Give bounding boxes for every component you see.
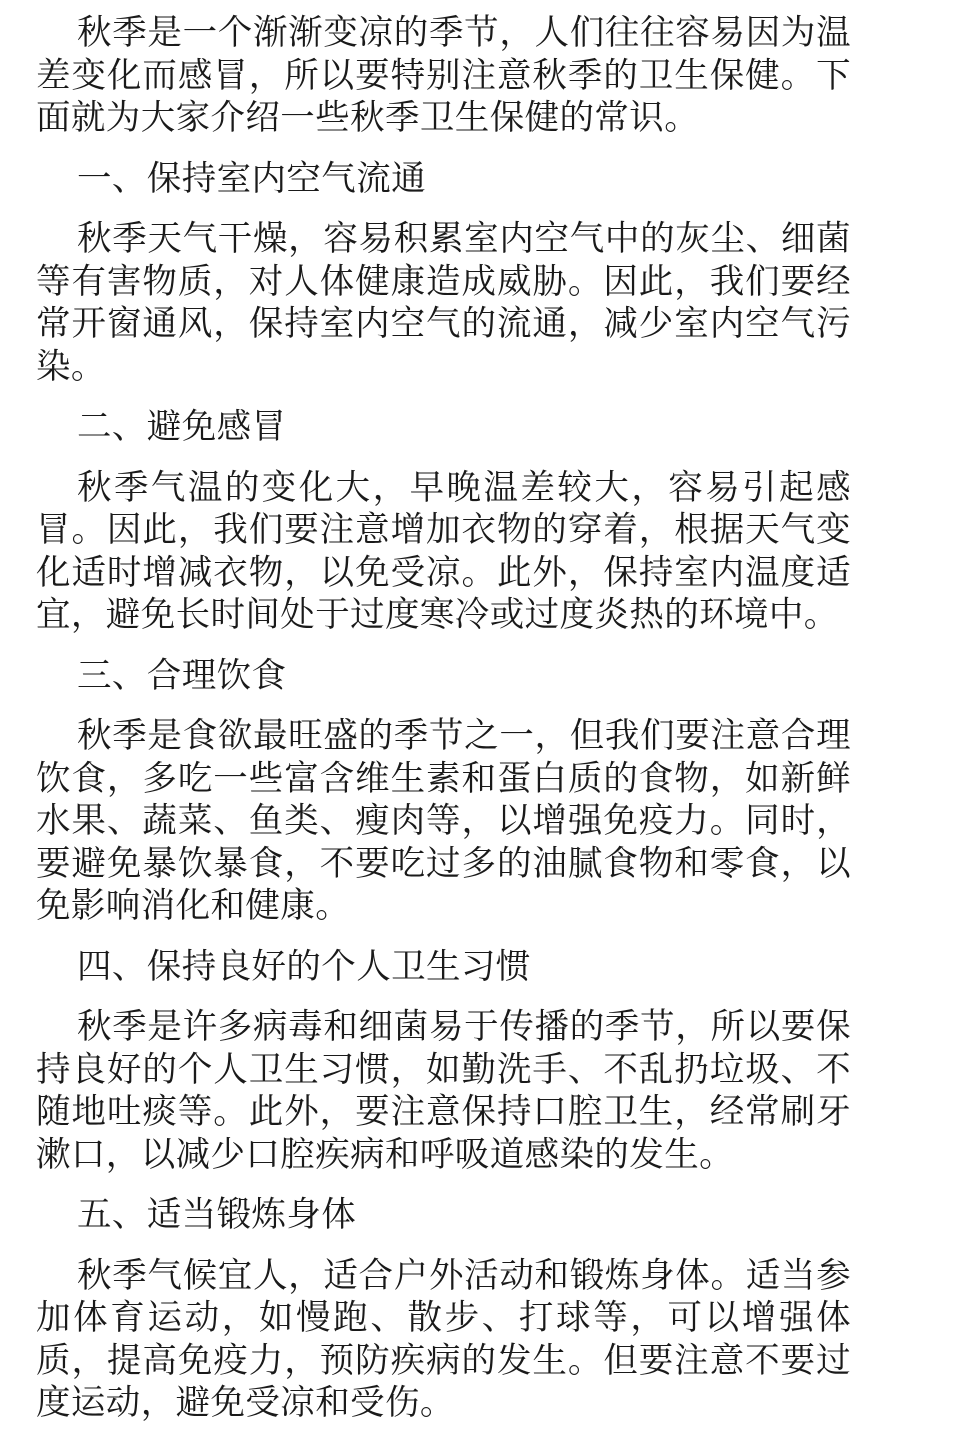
- article: [36, 12, 851, 1443]
- section-body-1: 秋季天气干燥，容易积累室内空气中的灰尘、细菌等有害物质，对人体健康造成威胁。因此，我们要经常开窗通风，保持室内空气的流通，减少室内空气污染。: [36, 219, 851, 387]
- section-heading-5: 五、适当锻炼身体: [77, 1195, 357, 1235]
- section-heading-2: 二、避免感冒: [77, 407, 287, 447]
- section-heading-1: 一、保持室内空气流通: [77, 158, 426, 199]
- section-body-5: 秋季气候宜人，适合户外活动和锻炼身体。适当参加体育运动，如慢跑、散步、打球等，可以增强体质，提高免疫力，预防疾病的发生。但要注意不要过度运动，避免受凉和受伤。: [36, 1255, 851, 1423]
- section-heading-3: 三、合理饮食: [77, 655, 287, 696]
- section-heading-4: 四、保持良好的个人卫生习惯: [77, 946, 531, 987]
- section-body-3: 秋季是食欲最旺盛的季节之一，但我们要注意合理饮食，多吃一些富含维生素和蛋白质的食物，如新鲜水果、蔬菜、鱼类、瘦肉等，以增强免疫力。同时，要避免暴饮暴食，不要吃过多的油腻食物和零食，以免影响消化和健康。: [36, 716, 851, 926]
- section-body-4: 秋季是许多病毒和细菌易于传播的季节，所以要保持良好的个人卫生习惯，如勤洗手、不乱扔垃圾、不随地吐痰等。此外，要注意保持口腔卫生，经常刷牙漱口，以减少口腔疾病和呼吸道感染的发生。: [36, 1007, 851, 1175]
- section-body-2: 秋季气温的变化大，早晚温差较大，容易引起感冒。因此，我们要注意增加衣物的穿着，根据天气变化适时增减衣物，以免受凉。此外，保持室内温度适宜，避免长时间处于过度寒冷或过度炎热的环境中。: [36, 467, 851, 635]
- intro-paragraph: 秋季是一个渐渐变凉的季节，人们往往容易因为温差变化而感冒，所以要特别注意秋季的卫生保健。下面就为大家介绍一些秋季卫生保健的常识。: [36, 13, 851, 138]
